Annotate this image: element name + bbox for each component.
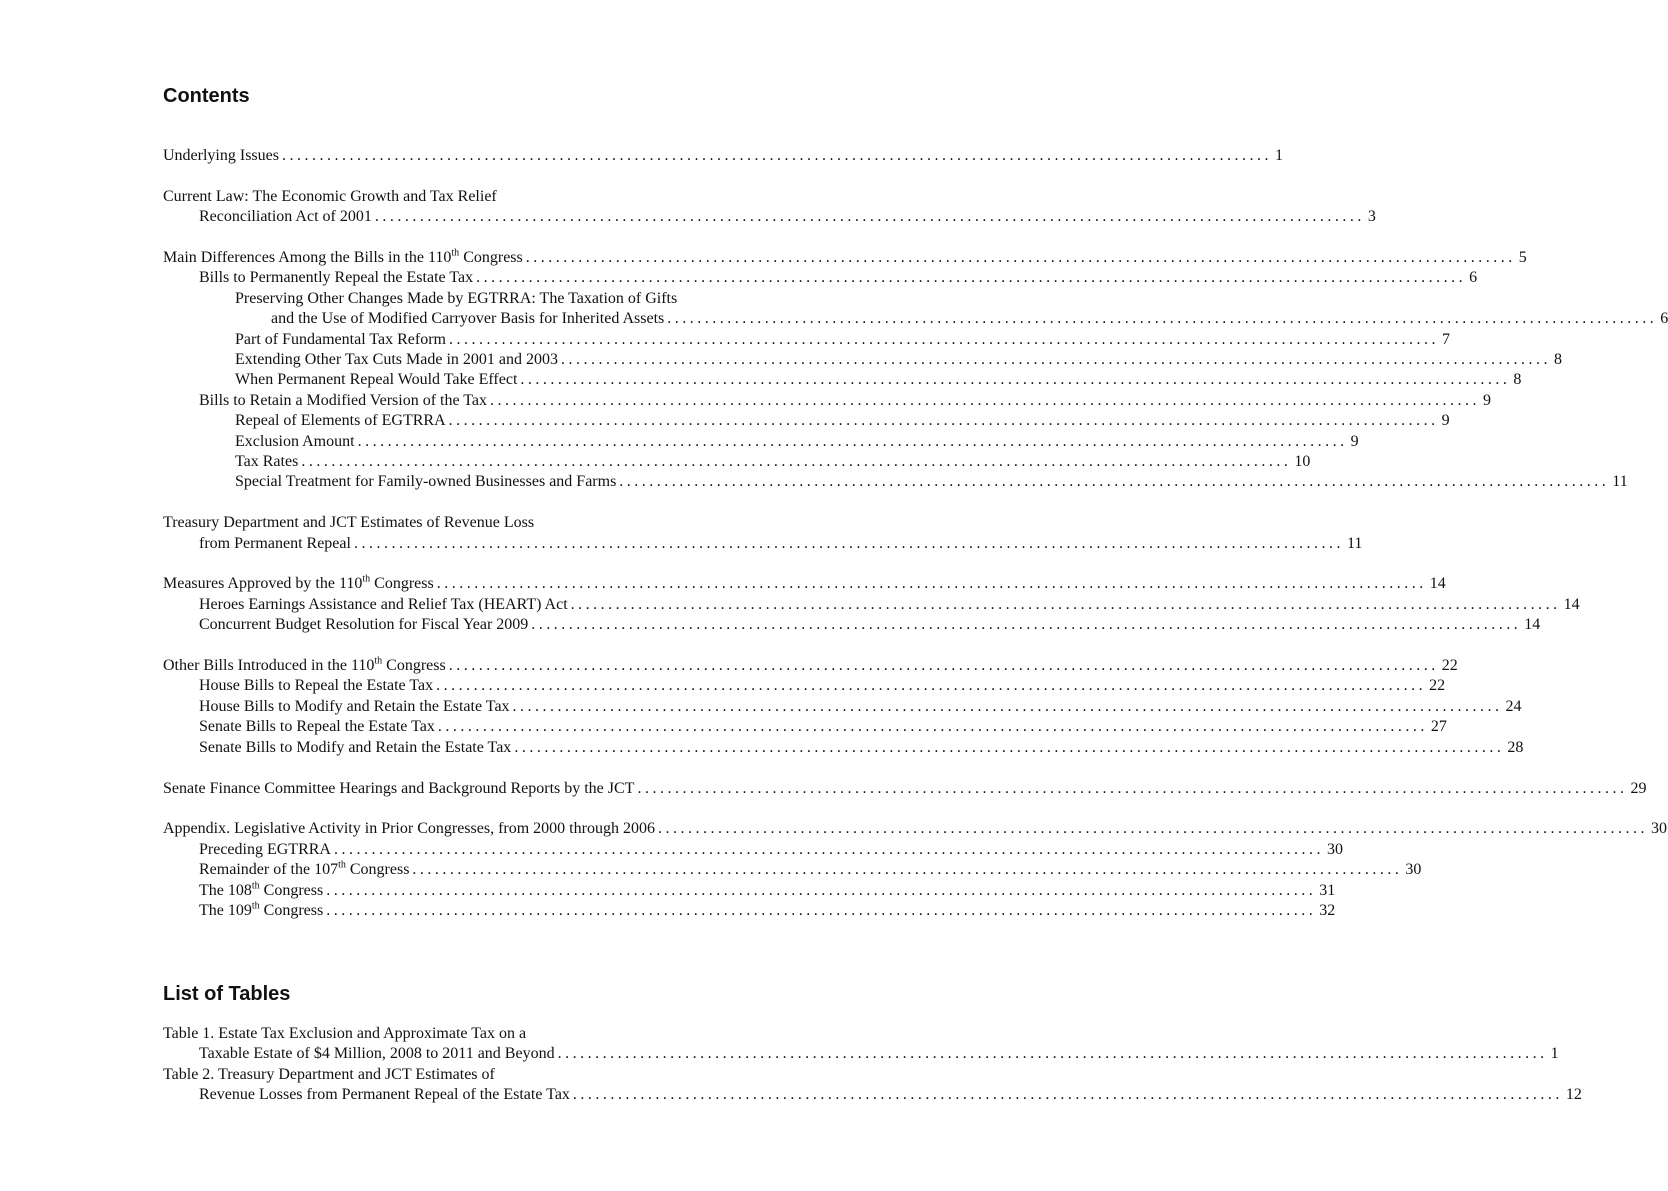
toc-entry-preserving-line2[interactable]: [163, 309, 1668, 329]
dot-leader: ....................................................................................................................................: [437, 718, 1428, 736]
toc-entry-budget-resolution[interactable]: [163, 615, 1541, 635]
dot-leader: ....................................................................................................................................: [326, 881, 1317, 899]
dot-leader: ....................................................................................................................................: [436, 677, 1427, 695]
toc-group-underlying: [163, 146, 1283, 166]
toc-entry-senate-modify[interactable]: [163, 738, 1524, 758]
table-entry-title: Table 1. Estate Tax Exclusion and Approximate Tax on a: [163, 1024, 527, 1042]
dot-leader: ....................................................................................................................................: [520, 371, 1511, 389]
dot-leader: ....................................................................................................................................: [619, 473, 1610, 491]
toc-group-main-differences: [163, 247, 1668, 493]
title-text: Congress: [382, 657, 446, 675]
title-text: Congress: [459, 249, 523, 266]
toc-entry-fundamental-reform[interactable]: [163, 330, 1450, 350]
toc-entry-page: 11: [1346, 534, 1363, 552]
toc-entry-page: 3: [1367, 208, 1376, 226]
ordinal-suffix: th: [451, 247, 460, 259]
dot-leader: ....................................................................................................................................: [374, 208, 1365, 226]
toc-entry-page: 31: [1319, 881, 1336, 899]
toc-content: [163, 84, 1668, 1105]
title-text: Main Differences Among the Bills in the 110: [163, 249, 452, 266]
toc-entry-title: Senate Bills to Modify and Retain the Estate Tax: [199, 738, 512, 756]
toc-entry-title: [163, 656, 446, 676]
toc-entry-page: 9: [1350, 432, 1359, 450]
toc-entry-tax-rates[interactable]: [163, 452, 1311, 472]
dot-leader: ....................................................................................................................................: [281, 147, 1272, 164]
dot-leader: ....................................................................................................................................: [560, 351, 1551, 369]
toc-entry-treasury-line2[interactable]: [163, 534, 1363, 554]
dot-leader: ....................................................................................................................................: [657, 820, 1648, 838]
toc-entry-heart-act[interactable]: [163, 595, 1580, 615]
toc-entry-page: 8: [1513, 371, 1522, 389]
toc-entry-current-law-line2[interactable]: [163, 207, 1376, 227]
toc-entry-page: 7: [1441, 330, 1450, 348]
toc-entry-page: 9: [1483, 391, 1492, 409]
toc-group-other-bills: [163, 655, 1524, 758]
list-of-tables-heading: List of Tables: [163, 982, 291, 1005]
toc-entry-page: 30: [1650, 820, 1667, 838]
dot-leader: ....................................................................................................................................: [448, 657, 1439, 675]
toc-entry-title: Reconciliation Act of 2001: [199, 208, 372, 226]
toc-entry-title: Bills to Retain a Modified Version of the Tax: [199, 391, 488, 409]
toc-entry-title: Repeal of Elements of EGTRRA: [235, 412, 446, 430]
toc-group-measures: [163, 574, 1580, 635]
toc-entry-title: Special Treatment for Family-owned Businesses and Farms: [235, 473, 617, 491]
toc-entry-page: 5: [1518, 249, 1527, 266]
toc-entry-page: 30: [1326, 840, 1343, 858]
toc-group-senate-finance: [163, 779, 1647, 799]
toc-entry-page: 24: [1505, 697, 1522, 715]
title-text: Remainder of the 107: [199, 861, 339, 879]
dot-leader: ....................................................................................................................................: [353, 534, 1344, 552]
ordinal-suffix: th: [251, 900, 260, 912]
table-entry-1-line1[interactable]: [163, 1024, 757, 1044]
toc-entry-108th-congress[interactable]: [163, 880, 1336, 901]
dot-leader: ....................................................................................................................................: [525, 249, 1516, 266]
dot-leader: ....................................................................................................................................: [333, 840, 1324, 858]
title-text: The 108: [199, 881, 252, 899]
toc-entry-page: 8: [1553, 351, 1562, 369]
toc-entry-page: 14: [1563, 595, 1580, 613]
toc-entry-treasury-line1[interactable]: [163, 513, 757, 533]
table-entry-1-line2[interactable]: [163, 1044, 1559, 1064]
dot-leader: ....................................................................................................................................: [357, 432, 1348, 450]
title-text: Congress: [370, 575, 434, 593]
toc-entry-underlying-issues[interactable]: [163, 146, 1283, 166]
toc-entry-special-treatment[interactable]: [163, 472, 1628, 492]
toc-entry-page: 32: [1319, 901, 1336, 919]
toc-entry-senate-repeal[interactable]: [163, 717, 1447, 737]
toc-entry-appendix[interactable]: [163, 819, 1667, 839]
toc-entry-page: 9: [1441, 412, 1450, 430]
toc-entry-measures-approved[interactable]: [163, 574, 1446, 594]
toc-entry-title: When Permanent Repeal Would Take Effect: [235, 371, 518, 389]
table-entry-2-line2[interactable]: [163, 1085, 1582, 1105]
toc-entry-bills-repeal[interactable]: [163, 268, 1478, 288]
toc-entry-bills-retain[interactable]: [163, 391, 1492, 411]
toc-entry-main-differences[interactable]: [163, 247, 1527, 268]
toc-entry-title: House Bills to Repeal the Estate Tax: [199, 677, 434, 695]
contents-heading: Contents: [163, 85, 250, 107]
dot-leader: ....................................................................................................................................: [570, 595, 1561, 613]
toc-entry-title: Appendix. Legislative Activity in Prior Congresses, from 2000 through 2006: [163, 820, 655, 838]
toc-entry-title: Tax Rates: [235, 453, 299, 471]
toc-entry-page: 22: [1441, 657, 1458, 675]
toc-group-current-law: [163, 187, 1376, 228]
table-entry-2-line1[interactable]: [163, 1065, 757, 1085]
toc-entry-title: House Bills to Modify and Retain the Estate Tax: [199, 697, 510, 715]
toc-entry-repeal-elements[interactable]: [163, 411, 1450, 431]
dot-leader: ....................................................................................................................................: [412, 861, 1403, 879]
toc-entry-house-repeal[interactable]: [163, 676, 1446, 696]
toc-entry-title: Concurrent Budget Resolution for Fiscal Year 2009: [199, 616, 529, 634]
toc-entry-page: 14: [1429, 575, 1446, 593]
toc-entry-title: Extending Other Tax Cuts Made in 2001 and 2003: [235, 351, 558, 369]
ordinal-suffix: th: [251, 880, 260, 892]
dot-leader: ....................................................................................................................................: [490, 391, 1481, 409]
toc-entry-house-modify[interactable]: [163, 697, 1522, 717]
toc-entry-page: 14: [1524, 616, 1541, 634]
ordinal-suffix: th: [362, 574, 371, 586]
title-text: Other Bills Introduced in the 110: [163, 657, 375, 675]
dot-leader: ....................................................................................................................................: [476, 269, 1467, 287]
toc-entry-other-bills[interactable]: [163, 655, 1458, 676]
toc-entry-page: 1: [1274, 147, 1283, 164]
toc-entry-senate-finance[interactable]: [163, 779, 1647, 799]
dot-leader: ....................................................................................................................................: [514, 738, 1505, 756]
toc-entry-title: Underlying Issues: [163, 147, 279, 164]
dot-leader: ....................................................................................................................................: [448, 412, 1439, 430]
title-text: Congress: [259, 881, 324, 899]
dot-leader: ....................................................................................................................................: [512, 697, 1503, 715]
toc-entry-page: 22: [1429, 677, 1446, 695]
toc-entry-page: 6: [1660, 310, 1668, 328]
table-entry-title: Table 2. Treasury Department and JCT Estimates of: [163, 1065, 495, 1083]
toc-entry-page: 30: [1405, 861, 1422, 879]
dot-leader: ....................................................................................................................................: [531, 616, 1522, 634]
toc-entry-remainder-107th[interactable]: [163, 859, 1422, 880]
toc-entry-title: Senate Bills to Repeal the Estate Tax: [199, 718, 435, 736]
toc-entry-page: 27: [1430, 718, 1447, 736]
toc-entry-title: [199, 881, 323, 901]
toc-entry-title: Bills to Permanently Repeal the Estate Tax: [199, 269, 474, 287]
dot-leader: ....................................................................................................................................: [326, 901, 1317, 919]
toc-group-appendix: [163, 819, 1667, 921]
dot-leader: ....................................................................................................................................: [572, 1085, 1563, 1103]
toc-entry-title: Exclusion Amount: [235, 432, 355, 450]
toc-entry-page: 11: [1612, 473, 1628, 491]
toc-entry-title: [199, 860, 409, 880]
dot-leader: ....................................................................................................................................: [637, 779, 1628, 797]
toc-entry-preceding-egtrra[interactable]: [163, 840, 1343, 860]
toc-entry-title: Heroes Earnings Assistance and Relief Tax (HEART) Act: [199, 595, 568, 613]
toc-entry-title: Senate Finance Committee Hearings and Background Reports by the JCT: [163, 779, 635, 797]
toc-entry-title: [199, 901, 323, 921]
toc-entry-current-law-line1[interactable]: [163, 187, 757, 207]
toc-entry-preserving-line1[interactable]: [163, 289, 757, 309]
list-of-tables: [163, 1024, 1582, 1106]
dot-leader: ....................................................................................................................................: [301, 453, 1292, 471]
toc-entry-title: and the Use of Modified Carryover Basis for Inherited Assets: [271, 310, 665, 328]
toc-entry-109th-congress[interactable]: [163, 900, 1336, 921]
table-of-contents: [163, 146, 1668, 942]
dot-leader: ....................................................................................................................................: [448, 330, 1439, 348]
title-text: The 109: [199, 901, 252, 919]
toc-entry-title: from Permanent Repeal: [199, 534, 351, 552]
toc-entry-page: 29: [1630, 779, 1647, 797]
toc-entry-exclusion-amount[interactable]: [163, 432, 1359, 452]
table-entry-title: Taxable Estate of $4 Million, 2008 to 2011 and Beyond: [199, 1045, 555, 1063]
table-entry-page: 12: [1565, 1085, 1582, 1103]
toc-entry-page: 28: [1507, 738, 1524, 756]
toc-group-treasury: [163, 513, 1363, 554]
toc-entry-page: 10: [1294, 453, 1311, 471]
toc-entry-extending-tax-cuts[interactable]: [163, 350, 1562, 370]
table-entry-title: Revenue Losses from Permanent Repeal of the Estate Tax: [199, 1085, 570, 1103]
title-text: Congress: [259, 901, 324, 919]
toc-entry-page: 6: [1469, 269, 1478, 287]
toc-entry-title: Preserving Other Changes Made by EGTRRA: The Taxation of Gifts: [235, 289, 678, 307]
ordinal-suffix: th: [338, 859, 346, 871]
toc-entry-title: Current Law: The Economic Growth and Tax Relief: [163, 187, 497, 205]
toc-entry-title: [163, 574, 434, 594]
toc-entry-title: Preceding EGTRRA: [199, 840, 331, 858]
table-entry-page: 1: [1550, 1045, 1559, 1063]
dot-leader: ....................................................................................................................................: [667, 310, 1658, 328]
toc-entry-title: [163, 248, 523, 268]
toc-entry-title: Treasury Department and JCT Estimates of Revenue Loss: [163, 514, 535, 532]
toc-entry-title: Part of Fundamental Tax Reform: [235, 330, 446, 348]
title-text: Measures Approved by the 110: [163, 575, 363, 593]
toc-entry-when-repeal[interactable]: [163, 370, 1522, 390]
dot-leader: ....................................................................................................................................: [557, 1045, 1548, 1063]
ordinal-suffix: th: [374, 655, 383, 667]
title-text: Congress: [345, 861, 410, 879]
dot-leader: ....................................................................................................................................: [436, 575, 1427, 593]
